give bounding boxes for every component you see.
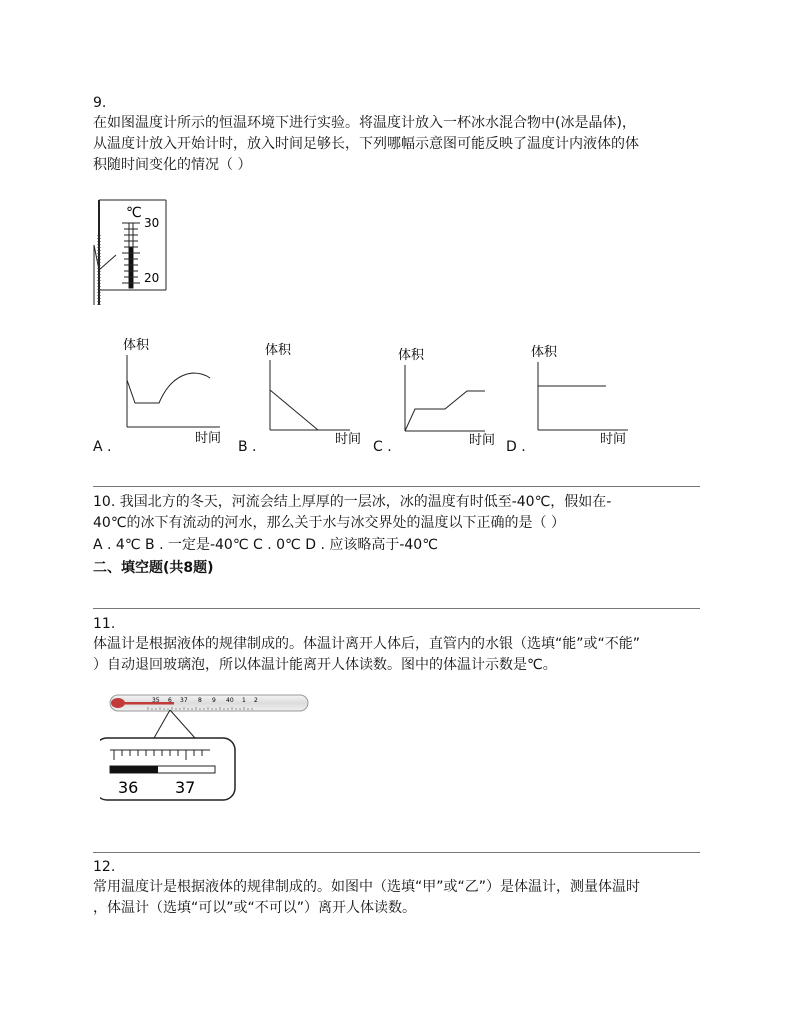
- q12-text-line2: ，体温计（选填“可以”或“不可以”）离开人体读数。: [93, 900, 417, 916]
- graph-b-option: B .: [238, 439, 257, 455]
- thermometer-lower-value: 20: [144, 271, 160, 285]
- zoom-mercury-column: [110, 766, 158, 773]
- zoom-callout: [100, 710, 235, 800]
- q9-text-line1: 在如图温度计所示的恒温环境下进行实验。将温度计放入一杯冰水混合物中(冰是晶体)，: [93, 115, 636, 131]
- divider: [93, 852, 700, 853]
- q9-graph-c: [395, 343, 505, 451]
- q9-graph-d: [528, 340, 643, 450]
- graph-a-option: A .: [93, 439, 112, 455]
- scale-label: 35: [152, 697, 160, 704]
- graph-c-xlabel: 时间: [469, 433, 496, 448]
- graph-a-xlabel: 时间: [195, 431, 222, 446]
- graph-d-option: D .: [506, 439, 526, 455]
- q9-number: 9.: [93, 95, 107, 111]
- mercury-column: [122, 702, 174, 705]
- scale-label: 9: [212, 697, 216, 704]
- zoom-label: 37: [175, 778, 196, 797]
- q9-thermometer-figure: [86, 195, 176, 310]
- graph-d-xlabel: 时间: [600, 432, 627, 447]
- q11-number: 11.: [93, 616, 116, 632]
- q9-text-line3: 积随时间变化的情况（ ）: [93, 157, 252, 173]
- q10-text-line2: 40℃的冰下有流动的河水，那么关于水与冰交界处的温度以下正确的是（ ）: [93, 515, 565, 531]
- q11-thermometer-figure: [100, 690, 320, 805]
- graph-a-ylabel: 体积: [123, 338, 150, 353]
- graph-b-curve: [270, 390, 318, 430]
- scale-label: 37: [180, 697, 188, 704]
- zoom-label: 36: [118, 778, 139, 797]
- graph-a-curve: [127, 373, 210, 403]
- graph-c-curve: [405, 391, 485, 431]
- thermometer-upper-value: 30: [144, 216, 160, 230]
- section-title: 二、填空题(共8题): [93, 560, 214, 576]
- q11-text-line2: ）自动退回玻璃泡，所以体温计能离开人体读数。图中的体温计示数是℃。: [93, 657, 557, 673]
- graph-b-xlabel: 时间: [335, 432, 362, 447]
- scale-label: 6: [168, 697, 172, 704]
- thermometer-scale: [122, 223, 140, 288]
- clinical-thermometer: [110, 695, 308, 711]
- q9-graph-a: [115, 335, 230, 450]
- scale-label: 8: [198, 697, 202, 704]
- divider: [93, 486, 700, 487]
- q9-graph-b: [260, 338, 375, 450]
- q12-number: 12.: [93, 859, 116, 875]
- q9-text-line2: 从温度计放入开始计时，放入时间足够长，下列哪幅示意图可能反映了温度计内液体的体: [93, 136, 639, 152]
- scale-label: 40: [226, 697, 234, 704]
- graph-b-ylabel: 体积: [265, 343, 292, 358]
- graph-c-ylabel: 体积: [398, 348, 425, 363]
- thermometer-unit: ℃: [126, 205, 142, 221]
- q12-text-line1: 常用温度计是根据液体的规律制成的。如图中（选填“甲”或“乙”）是体温计，测量体温时: [93, 879, 641, 895]
- scale-label: 1: [242, 697, 246, 704]
- scale-label: 2: [254, 697, 258, 704]
- divider: [93, 608, 700, 609]
- q11-text-line1: 体温计是根据液体的规律制成的。体温计离开人体后，直管内的水银（选填“能”或“不能”: [93, 636, 641, 652]
- graph-d-ylabel: 体积: [531, 345, 558, 360]
- graph-c-option: C .: [373, 439, 392, 455]
- q10-options: A . 4℃ B . 一定是-40℃ C . 0℃ D . 应该略高于-40℃: [93, 537, 438, 553]
- q10-text-line1: 10. 我国北方的冬天，河流会结上厚厚的一层冰，冰的温度有时低至-40℃，假如在-: [93, 494, 612, 510]
